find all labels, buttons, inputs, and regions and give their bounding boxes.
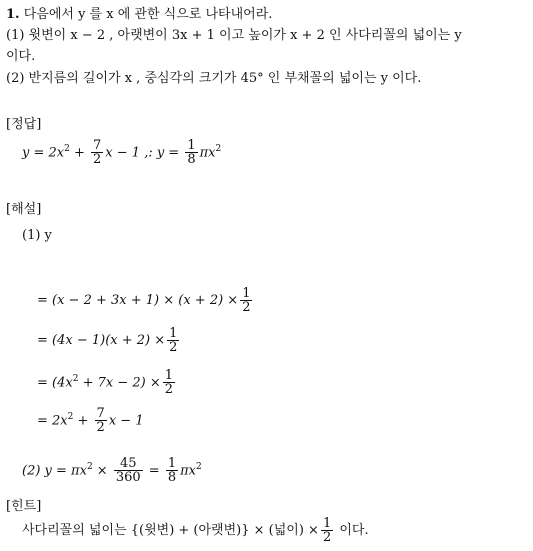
explanation-step4-c: x − 1 (108, 413, 144, 429)
frac-45-num: 45 (114, 457, 143, 471)
hint-text-b: 이다. (335, 523, 369, 538)
explanation-part2-eq: = (144, 463, 164, 479)
answer-eq1-plus: + (69, 145, 90, 161)
explanation-step4-a: = 2x (37, 413, 68, 429)
frac-1-num: 1 (167, 456, 177, 472)
answer-frac-7-2 (91, 139, 103, 166)
problem-number: 1. (6, 7, 20, 22)
explanation-step3-half (163, 369, 175, 396)
explanation-step1-half (240, 287, 252, 314)
answer-eq1-left: y = 2x (22, 145, 65, 161)
answer-equation: $y = 2x^2$ + $\frac{7}{2}$ x − 1 ,: y = $\frac{1}{8}$ $\pi x^2$ (22, 138, 222, 168)
seven-num: 7 (96, 406, 105, 422)
explanation-step4-seven-half (95, 407, 107, 434)
explanation-step3-a: = (4x (37, 375, 73, 391)
problem-line (6, 6, 272, 24)
half-den: 2 (164, 382, 174, 398)
hint-text (22, 516, 369, 546)
explanation-step3: = $(4x^2 + 7x - 2)$ × $\frac{1}{2}$ (37, 368, 174, 398)
answer-eq2-tail: πx (199, 145, 216, 161)
explanation-part2-a: (2) y = πx (22, 463, 87, 479)
answer-frac-1-8 (185, 139, 197, 166)
explanation-step2 (37, 326, 181, 356)
explanation-step4: = $2x^2$ + $\frac{7}{2}$ x − 1 (37, 406, 144, 436)
explanation-step2-text: = (4x − 1)(x + 2) × (37, 333, 166, 348)
explanation-part1-head: (1) y (22, 228, 52, 243)
frac-360-den: 360 (115, 470, 141, 486)
hint-label: [힌트] (6, 499, 42, 514)
seven-den: 2 (96, 420, 105, 436)
explanation-step4-plus: + (73, 413, 93, 429)
half-num: 1 (242, 286, 251, 301)
explanation-step2-half (167, 327, 179, 354)
answer-frac-7-den: 2 (93, 152, 102, 168)
problem-part1-a: (1) 윗변이 x − 2 , 아랫변이 3x + 1 이고 높이가 x + 2 인 사다리꼴의 넓이는 y (6, 28, 462, 43)
explanation-part2-frac-45-360 (114, 457, 143, 484)
problem-prompt: 다음에서 y 를 x 에 관한 식으로 나타내어라. (23, 7, 273, 22)
explanation-part2-d: πx (180, 463, 197, 479)
answer-frac-1-num: 1 (187, 138, 196, 154)
hint-half-num: 1 (322, 516, 332, 531)
answer-eq1-tail: x − 1 ,: y = (105, 145, 184, 161)
explanation-step3-b: + 7x − 2) × (78, 375, 161, 391)
problem-part1-b: 이다. (6, 49, 36, 64)
explanation-part2: (2) $y = \pi x^2$ × $\frac{45}{360}$ = $\frac{1}{8}$ $\pi x^2$ (22, 456, 202, 486)
answer-frac-8-den: 8 (187, 152, 196, 168)
problem-part2: (2) 반지름의 길이가 x , 중심각의 크기가 45° 인 부채꼴의 넓이는 y 이다. (6, 71, 422, 86)
hint-text-a: 사다리꼴의 넓이는 {(윗변) + (아랫변)} × (넓이) × (22, 523, 319, 538)
hint-half (321, 517, 333, 544)
explanation-label: [해설] (6, 202, 42, 217)
answer-label: [정답] (6, 117, 42, 132)
explanation-step1 (37, 286, 254, 316)
half-num: 1 (164, 368, 174, 384)
explanation-step1-text: = (x − 2 + 3x + 1) × (x + 2) × (37, 293, 239, 308)
answer-frac-7-num: 7 (93, 138, 102, 154)
explanation-part2-times: × (92, 463, 112, 479)
explanation-part2-frac-1-8 (166, 457, 178, 484)
half-num: 1 (169, 326, 178, 341)
frac-8-den: 8 (167, 470, 177, 486)
hint-half-den: 2 (322, 530, 332, 545)
half-den: 2 (169, 340, 178, 355)
half-den: 2 (242, 300, 251, 315)
